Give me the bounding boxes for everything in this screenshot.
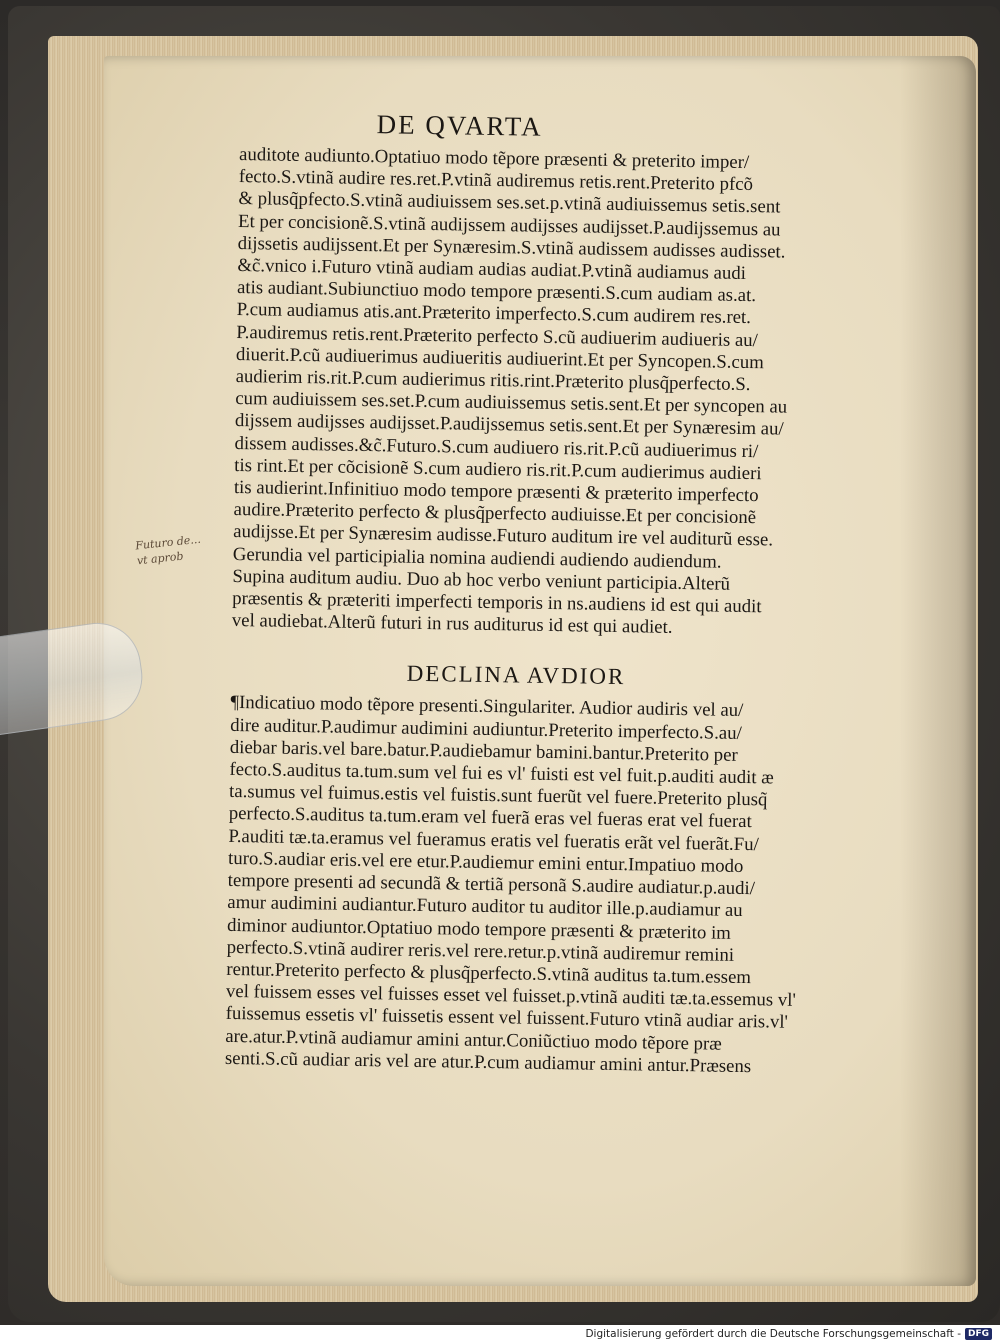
- text-block: [225, 100, 910, 1080]
- text-line: tis audierint.Infinitiuo modo tempore præsenti & præterito imperfecto: [233, 477, 759, 507]
- text-line: rentur.Preterito perfecto & plusq̃perfecto.S.vtinã auditus ta.tum.essem: [226, 958, 752, 989]
- footer-credit: [585, 1328, 992, 1340]
- text-line: &c̃.vnico i.Futuro vtinã audiam audias audiat.P.vtinã audiamus audi: [237, 254, 747, 284]
- text-line: atis audiant.Subiunctiuo modo tempore præsenti.S.cum audiam as.at.: [236, 277, 757, 307]
- text-line: audire.Præterito perfecto & plusq̃perfecto audiuisse.Et per concisionẽ: [233, 499, 757, 529]
- text-line: amur audimini audiantur.Futuro auditor tu auditor ille.p.audiamur au: [227, 892, 743, 922]
- text-line: audierim ris.rit.P.cum audierimus ritis.rint.Præterito plusq̃perfecto.S.: [235, 365, 751, 396]
- text-line: Et per concisionẽ.S.vtinã audijssem audijsses audijsset.P.audijssemus au: [237, 210, 781, 241]
- text-line: diuerit.P.cũ audiuerimus audiueritis audiuerint.Et per Syncopen.S.cum: [235, 343, 764, 374]
- text-line: cum audiuissem ses.set.P.cum audiuissemus setis.sent.Et per syncopen au: [235, 388, 788, 418]
- paragraph-top: [232, 144, 910, 643]
- paragraph-bottom: [225, 692, 901, 1080]
- text-line: auditote audiunto.Optatiuo modo tẽpore præsenti & preterito imper/: [238, 143, 750, 174]
- text-line: dijssetis audijssent.Et per Synæresim.S.vtinã audissem audisses audisset.: [237, 232, 786, 263]
- page-shadow: [900, 56, 976, 1286]
- text-line: diebar baris.vel bare.batur.P.audiebamur bamini.bantur.Preterito per: [229, 736, 738, 766]
- credit-text: Digitalisierung gefördert durch die Deutsche Forschungsgemeinschaft -: [585, 1328, 961, 1340]
- text-line: dire auditur.P.audimur audimini audiuntur.Preterito imperfecto.S.au/: [230, 714, 742, 744]
- text-line: tempore presenti ad secundã & tertiã personã S.audire audiatur.p.audi/: [227, 869, 756, 900]
- text-line: Supina auditum audiu. Duo ab hoc verbo veniunt participia.Alterũ: [232, 565, 731, 595]
- text-line: fuissemus essetis vl' fuissetis essent vel fuissent.Futuro vtinã audiar aris.vl': [225, 1003, 789, 1034]
- text-line: & plusq̃pfecto.S.vtinã audiuissem ses.set.p.vtinã audiuissemus setis.sent: [238, 188, 781, 218]
- text-line: audijsse.Et per Synæresim audisse.Futuro auditum ire vel auditurũ esse.: [233, 521, 774, 551]
- margin-note-line: Futuro de...: [134, 532, 202, 553]
- text-line: ¶Indicatiuo modo tẽpore presenti.Singulariter. Audior audiris vel au/: [230, 692, 744, 722]
- text-line: ta.sumus vel fuimus.estis vel fuistis.sunt fuerũt vel fuere.Preterito plusq̃: [228, 781, 768, 811]
- section-heading: DECLINA AVDIOR: [406, 661, 626, 690]
- text-line: fecto.S.auditus ta.tum.sum vel fui es vl' fuisti est vel fuit.p.auditi audit æ: [229, 758, 774, 789]
- running-head: DE QVARTA: [376, 109, 543, 142]
- text-line: are.atur.P.vtinã audiamur amini antur.Coniũctiuo modo tẽpore præ: [225, 1025, 722, 1055]
- text-line: præsentis & præteriti imperfecti temporis in ns.audiens id est qui audit: [232, 588, 762, 618]
- text-line: diminor audiuntor.Optatiuo modo tempore præsenti & præterito im: [226, 914, 732, 944]
- text-line: dijssem audijsses audijsset.P.audijssemus setis.sent.Et per Synæresim au/: [234, 410, 784, 441]
- text-line: perfecto.S.auditus ta.tum.eram vel fuerã eras vel fueras erat vel fuerat: [228, 803, 752, 833]
- dfg-logo: DFG: [965, 1328, 992, 1340]
- text-line: tis rint.Et per cõcisionẽ S.cum audiero ris.rit.P.cum audierimus audieri: [234, 454, 762, 485]
- text-line: P.cum audiamus atis.ant.Præterito imperfecto.S.cum audirem res.ret.: [236, 299, 752, 329]
- text-line: Gerundia vel participialia nomina audiendi audiendo audiendum.: [232, 543, 722, 573]
- text-line: vel fuissem esses vel fuisses esset vel fuisset.p.vtinã auditi tæ.ta.essemus vl': [225, 981, 796, 1011]
- text-line: P.auditi tæ.ta.eramus vel fueramus eratis vel fueratis erãt vel fuerãt.Fu/: [228, 825, 759, 855]
- margin-note-line: vt aprob: [136, 549, 185, 568]
- text-line: perfecto.S.vtinã audirer reris.vel rere.retur.p.vtinã audiremur remini: [226, 936, 735, 966]
- text-line: vel audiebat.Alterũ futuri in rus auditurus id est qui audiet.: [231, 610, 673, 639]
- text-line: fecto.S.vtinã audire res.ret.P.vtinã audiremus retis.rent.Preterito pfcõ: [238, 166, 754, 196]
- text-line: senti.S.cũ audiar aris vel are atur.P.cum audiamur amini antur.Præsens: [224, 1047, 752, 1077]
- text-line: turo.S.audiar eris.vel ere etur.P.audiemur emini entur.Impatiuo modo: [227, 847, 744, 877]
- text-line: P.audiremus retis.rent.Præterito perfecto S.cũ audiuerim audiueris au/: [236, 321, 759, 351]
- text-line: dissem audisses.&c̃.Futuro.S.cum audiuero ris.rit.P.cũ audiuerimus ri/: [234, 432, 759, 462]
